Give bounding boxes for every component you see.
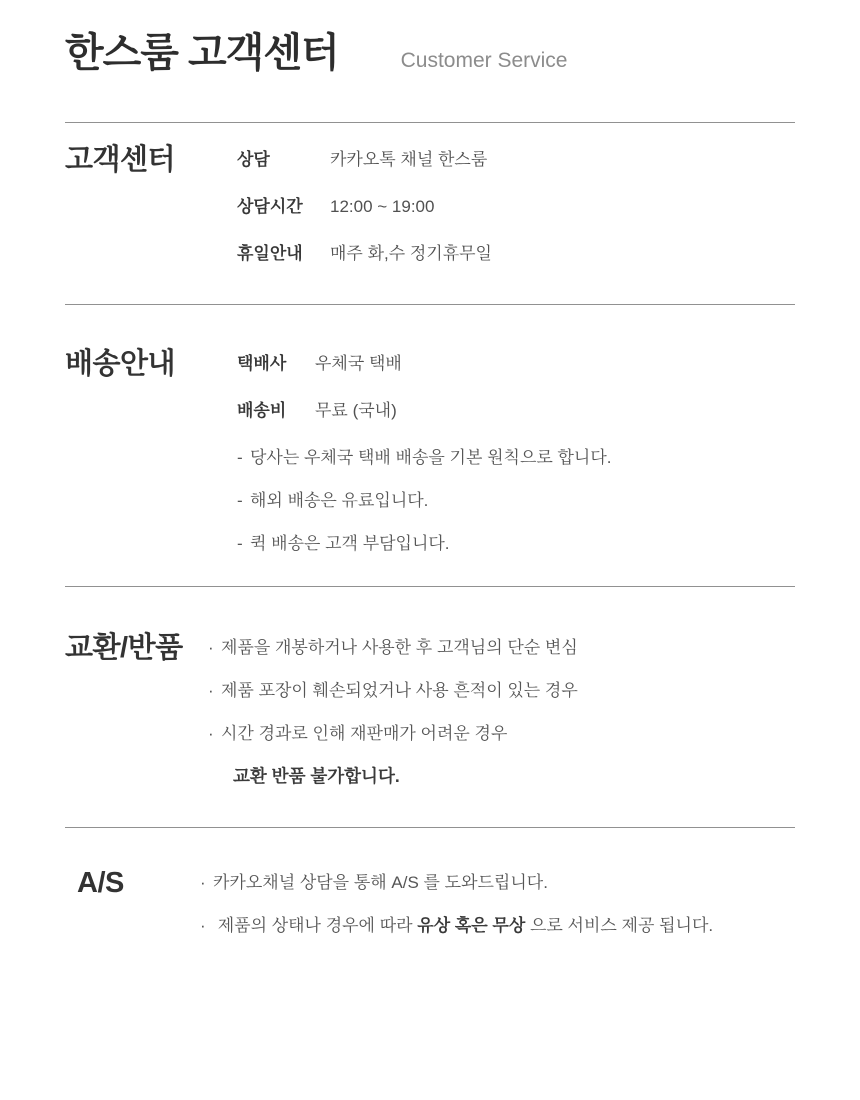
bullet-marker: · bbox=[208, 638, 214, 657]
section-heading-customer-center: 고객센터 bbox=[65, 144, 176, 176]
section-heading-shipping: 배송안내 bbox=[65, 348, 176, 380]
bullet-marker: - bbox=[237, 491, 243, 510]
bullet-item bbox=[208, 723, 795, 744]
bullet-text: 당사는 우체국 택배 배송을 기본 원칙으로 합니다. bbox=[250, 448, 612, 467]
bullet-item bbox=[200, 872, 795, 893]
info-row-consult bbox=[237, 149, 795, 170]
info-row-holiday bbox=[237, 243, 795, 264]
bullet-item bbox=[237, 533, 795, 554]
info-value: 무료 (국내) bbox=[315, 401, 397, 420]
bullet-marker: - bbox=[237, 448, 243, 467]
exchange-return-body bbox=[208, 637, 795, 787]
after-service-list bbox=[200, 872, 795, 936]
bullet-text: 카카오채널 상담을 통해 A/S 를 도와드립니다. bbox=[213, 873, 548, 892]
exchange-return-list bbox=[208, 637, 795, 744]
bullet-item bbox=[237, 447, 795, 468]
section-exchange-return bbox=[65, 587, 795, 827]
bullet-marker: · bbox=[200, 873, 206, 892]
bullet-text: 제품의 상태나 경우에 따라 유상 혹은 무상 으로 서비스 제공 됩니다. bbox=[213, 916, 714, 935]
bullet-text: 해외 배송은 유료입니다. bbox=[250, 491, 429, 510]
info-row-shipping-fee bbox=[237, 400, 795, 421]
bullet-text: 제품 포장이 훼손되었거나 사용 흔적이 있는 경우 bbox=[221, 681, 578, 700]
bullet-marker: · bbox=[208, 681, 214, 700]
bullet-text: 제품을 개봉하거나 사용한 후 고객님의 단순 변심 bbox=[221, 638, 578, 657]
info-label: 휴일안내 bbox=[237, 244, 303, 263]
info-label: 상담 bbox=[237, 150, 270, 169]
bullet-text: 시간 경과로 인해 재판매가 어려운 경우 bbox=[221, 724, 508, 743]
customer-center-body bbox=[237, 149, 795, 264]
info-value: 카카오톡 채널 한스룸 bbox=[330, 150, 488, 169]
section-heading-exchange-return: 교환/반품 bbox=[65, 632, 183, 664]
bullet-item bbox=[208, 680, 795, 701]
info-value: 우체국 택배 bbox=[315, 354, 402, 373]
section-after-service bbox=[65, 828, 795, 936]
shipping-body bbox=[237, 353, 795, 554]
bullet-item bbox=[237, 490, 795, 511]
info-label: 택배사 bbox=[237, 354, 287, 373]
bullet-marker: · bbox=[200, 916, 206, 935]
exchange-return-note: 교환 반품 불가합니다. bbox=[233, 766, 400, 786]
page-header bbox=[65, 28, 795, 78]
info-label: 배송비 bbox=[237, 401, 287, 420]
info-label: 상담시간 bbox=[237, 197, 303, 216]
shipping-notes-list bbox=[237, 447, 795, 554]
info-row-courier bbox=[237, 353, 795, 374]
bullet-item bbox=[200, 915, 795, 936]
info-value: 12:00 ~ 19:00 bbox=[330, 197, 435, 216]
bullet-item bbox=[208, 637, 795, 658]
section-shipping bbox=[65, 305, 795, 586]
info-value: 매주 화,수 정기휴무일 bbox=[330, 244, 492, 263]
after-service-body bbox=[200, 872, 795, 936]
bullet-marker: · bbox=[208, 724, 214, 743]
bullet-text: 퀵 배송은 고객 부담입니다. bbox=[250, 534, 450, 553]
page-title: 한스룸 고객센터 bbox=[65, 31, 339, 75]
bullet-marker: - bbox=[237, 534, 243, 553]
page-subtitle: Customer Service bbox=[400, 49, 568, 72]
section-heading-after-service: A/S bbox=[77, 867, 124, 899]
info-row-consult-hours bbox=[237, 196, 795, 217]
section-customer-center bbox=[65, 123, 795, 304]
